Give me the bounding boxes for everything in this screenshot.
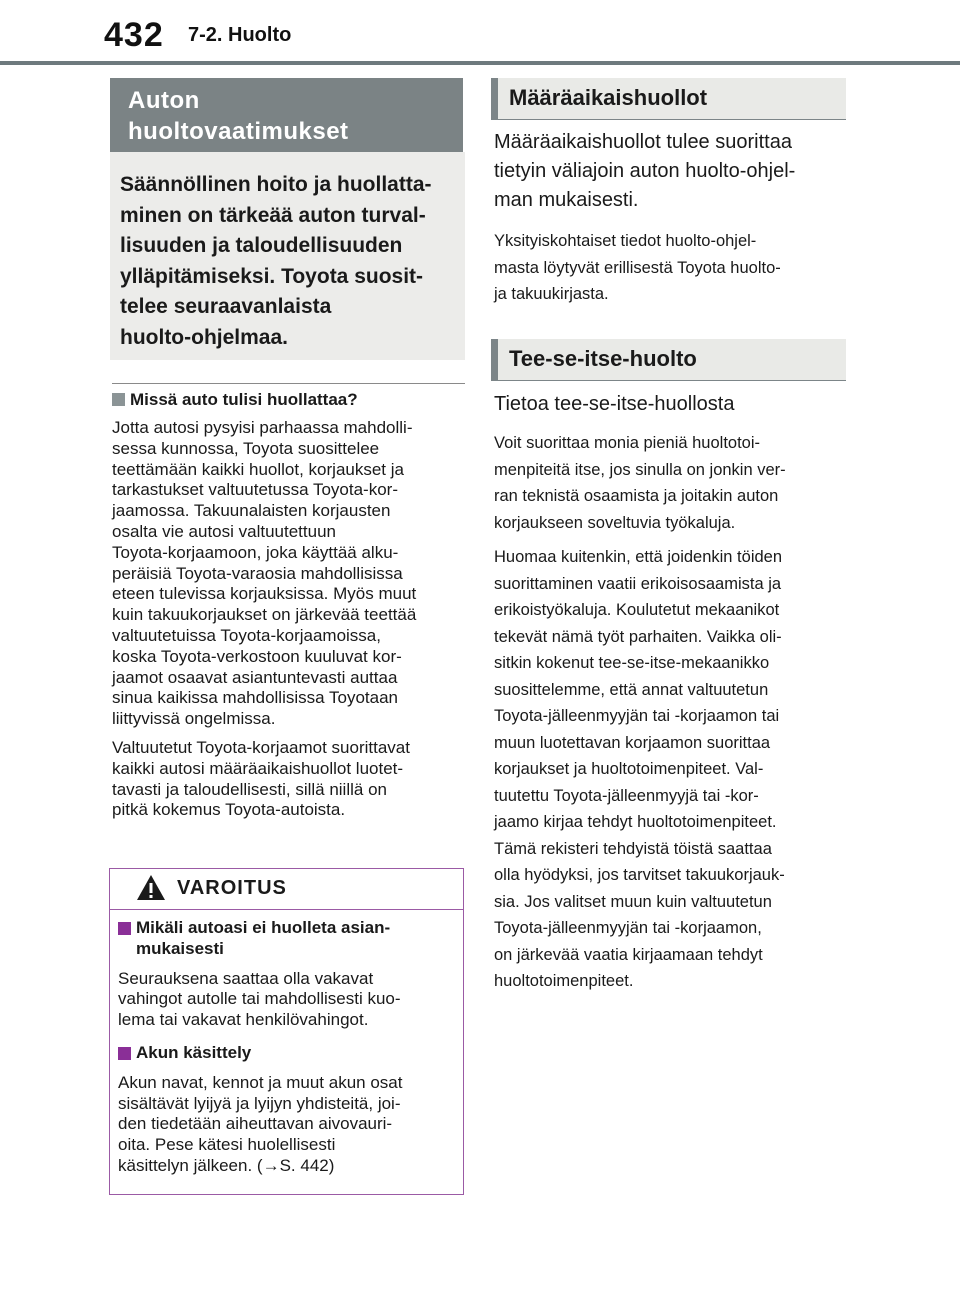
text-line: olla hyödyksi, jos tarvitset takuukorjauk- bbox=[494, 866, 785, 884]
text-line: ja takuukirjasta. bbox=[494, 285, 609, 303]
text-line: jaamossa. Takuunalaisten korjausten bbox=[112, 501, 391, 521]
intro-box bbox=[110, 152, 465, 360]
text-line: sessa kunnossa, Toyota suosittelee bbox=[112, 438, 380, 458]
text-line: masta löytyvät erillisestä Toyota huolto- bbox=[494, 258, 781, 277]
page-title-line: huoltovaatimukset bbox=[128, 118, 349, 145]
text-line: man mukaisesti. bbox=[494, 189, 639, 211]
text-line: ran teknistä osaamista ja joitakin auton bbox=[494, 487, 779, 505]
text-line: teettämään kaikki huollot, korjaukset ja bbox=[112, 459, 404, 479]
text-line: huoltotoimenpiteet. bbox=[494, 972, 634, 990]
text-line: Toyota-jälleenmyyjän tai -korjaamon tai bbox=[494, 707, 780, 725]
text-line: erikoistyökaluja. Koulutetut mekaanikot bbox=[494, 601, 780, 619]
text-line: pitkä kokemus Toyota-autoista. bbox=[112, 800, 346, 820]
text-line: on järkevää vaatia kirjaamaan tehdyt bbox=[494, 945, 763, 964]
text-line: sia. Jos valitset muun kuin valtuutetun bbox=[494, 892, 772, 911]
text-line: eteen tulevissa korjauksissa. Myös muut bbox=[112, 584, 417, 604]
left-body bbox=[112, 418, 464, 829]
header-rule bbox=[0, 61, 960, 65]
text-line: Voit suorittaa monia pieniä huoltotoi- bbox=[494, 434, 760, 452]
text-line: valtuutetuissa Toyota-korjaamoissa, bbox=[112, 625, 381, 645]
text-line: tavasti ja taloudellisesti, sillä niillä on bbox=[112, 779, 387, 799]
section-text bbox=[494, 430, 844, 1003]
text-line: osalta vie autosi valtuutettuun bbox=[112, 521, 336, 541]
text-line: suorittaminen vaatii erikoisosaamista ja bbox=[494, 574, 782, 593]
intro-line: telee seuraavanlaista bbox=[120, 295, 332, 318]
question-heading-text: Missä auto tulisi huollattaa? bbox=[130, 390, 358, 409]
paragraph bbox=[494, 228, 844, 308]
text-line: Toyota-korjaamoon, joka käyttää alku- bbox=[112, 542, 399, 562]
text-line: tarkastukset valtuutetussa Toyota-kor- bbox=[112, 480, 398, 500]
text-line: Määräaikaishuollot tulee suorittaa bbox=[494, 131, 792, 153]
paragraph bbox=[112, 418, 464, 730]
intro-line: ylläpitämiseksi. Toyota suosit- bbox=[120, 264, 424, 288]
intro-line: minen on tärkeää auton turval- bbox=[120, 203, 426, 227]
warning-subheading bbox=[118, 1043, 454, 1064]
warning-text bbox=[118, 1073, 454, 1177]
text-line: tuutettu Toyota-jälleenmyyjä tai -kor- bbox=[494, 786, 759, 805]
text-line: Jotta autosi pysyisi parhaassa mahdolli- bbox=[112, 418, 413, 437]
square-bullet-icon bbox=[118, 1047, 131, 1060]
text-line: kuin takuukorjaukset on järkevää teettää bbox=[112, 605, 417, 625]
text-line: muun luotettavan korjaamon suorittaa bbox=[494, 733, 771, 752]
arrow-icon: → bbox=[262, 1155, 280, 1175]
text-line: sitkin kokenut tee-se-itse-mekaanikko bbox=[494, 654, 770, 672]
paragraph bbox=[494, 544, 844, 995]
text-line: lema tai vakavat henkilövahingot. bbox=[118, 1010, 369, 1030]
text-line: Huomaa kuitenkin, että joidenkin töiden bbox=[494, 548, 783, 566]
section-text bbox=[494, 228, 844, 316]
page-title-line: Auton bbox=[128, 87, 200, 114]
square-bullet-icon bbox=[118, 922, 131, 935]
text-line: Valtuutetut Toyota-korjaamot suorittavat bbox=[112, 737, 410, 757]
page-reference-link[interactable]: S. 442) bbox=[279, 1155, 335, 1175]
text-line: sinua kaikissa mahdollisissa Toyotaan bbox=[112, 688, 399, 708]
text-line: jaamo kirjaa tehdyt huoltotoimenpiteet. bbox=[494, 813, 777, 831]
paragraph bbox=[494, 430, 844, 536]
text-line: mukaisesti bbox=[136, 938, 224, 958]
square-bullet-icon bbox=[112, 393, 125, 406]
text-line: Mikäli autoasi ei huolleta asian- bbox=[136, 918, 391, 937]
warning-header bbox=[110, 869, 463, 910]
section-heading-maaraaikaishuollot: Määräaikaishuollot bbox=[491, 78, 846, 120]
text-line: Toyota-jälleenmyyjän tai -korjaamon, bbox=[494, 919, 762, 937]
text-line: Yksityiskohtaiset tiedot huolto-ohjel- bbox=[494, 232, 757, 250]
warning-title: VAROITUS bbox=[177, 877, 287, 899]
text-line: vahingot autolle tai mahdollisesti kuo- bbox=[118, 989, 401, 1009]
intro-line: Säännöllinen hoito ja huollatta- bbox=[120, 173, 432, 196]
warning-text bbox=[118, 969, 454, 1031]
text-line: peräisiä Toyota-varaosia mahdollisissa bbox=[112, 563, 403, 583]
intro-line: lisuuden ja taloudellisuuden bbox=[120, 234, 403, 257]
text-line: Akun navat, kennot ja muut akun osat bbox=[118, 1072, 403, 1092]
divider bbox=[112, 383, 465, 384]
section-lead: Tietoa tee-se-itse-huollosta bbox=[494, 393, 735, 415]
warning-subheading bbox=[118, 918, 454, 960]
text-line: Seurauksena saattaa olla vakavat bbox=[118, 968, 374, 988]
text-line: den tiedetään aiheuttavan aivovauri- bbox=[118, 1114, 393, 1134]
text-line: Akun käsittely bbox=[136, 1042, 252, 1062]
section-label: 7-2. Huolto bbox=[188, 24, 292, 46]
paragraph bbox=[112, 738, 464, 821]
warning-box bbox=[109, 868, 464, 1195]
text-line: liittyvissä ongelmissa. bbox=[112, 709, 276, 729]
text-line: tietyin väliajoin auton huolto-ohjel- bbox=[494, 160, 796, 182]
text-line: korjaukseen soveltuvia työkaluja. bbox=[494, 513, 736, 532]
text-line: jaamot osaavat asiantuntevasti auttaa bbox=[112, 667, 398, 687]
text-line: tekevät nämä työt parhaiten. Vaikka oli- bbox=[494, 627, 782, 646]
text-line: korjaukset ja huoltotoimenpiteet. Val- bbox=[494, 760, 764, 778]
text-line: menpiteitä itse, jos sinulla on jonkin ver- bbox=[494, 460, 786, 479]
text-line: koska Toyota-verkostoon kuuluvat kor- bbox=[112, 646, 402, 666]
text-line: suosittelemme, että annat valtuutetun bbox=[494, 680, 769, 699]
text-line: käsittelyn jälkeen. ( bbox=[118, 1155, 263, 1175]
section-heading-tee-se-itse: Tee-se-itse-huolto bbox=[491, 339, 846, 381]
page-number: 432 bbox=[104, 16, 164, 54]
warning-triangle-icon bbox=[136, 874, 166, 901]
intro-line: huolto-ohjelmaa. bbox=[120, 325, 288, 349]
page-title-box bbox=[110, 78, 463, 152]
question-heading bbox=[112, 390, 358, 410]
text-line: oita. Pese kätesi huolellisesti bbox=[118, 1135, 336, 1155]
text-line: sisältävät lyijyä ja lyijyn yhdisteitä, joi- bbox=[118, 1093, 401, 1113]
warning-body bbox=[110, 910, 454, 1177]
section-lead bbox=[494, 128, 844, 215]
text-line: kaikki autosi määräaikaishuollot luotet- bbox=[112, 758, 404, 778]
text-line: Tämä rekisteri tehdyistä töistä saattaa bbox=[494, 839, 772, 858]
